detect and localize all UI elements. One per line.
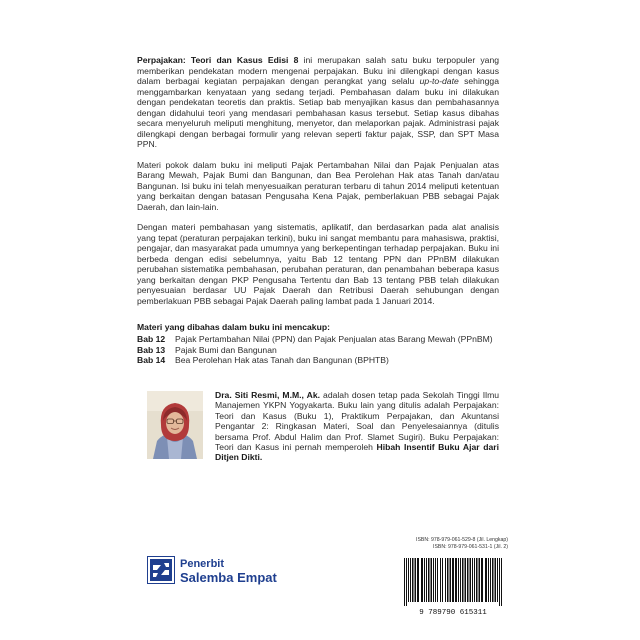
publisher-logo-icon <box>147 556 175 584</box>
author-bio-text: adalah dosen tetap pada Sekolah Tinggi Ilmu Manajemen YKPN Yogyakarta. Buku lain yang ditulis adalah Perpajakan: Teori dan Kasus (Buku 1), Praktikum Perpajakan, dan Akuntansi Pengantar 2: Ringkasan Materi, Soal dan Penyelesaiannya (ditulis bersama Prof. Abdul Halim dan Prof. Slamet Sugiri). Buku Perpajakan: Teori dan Kasus ini pernah memperoleh <box>215 390 500 453</box>
list-item <box>137 334 517 345</box>
content-paragraph: Materi pokok dalam buku ini meliputi Pajak Pertambahan Nilai dan Pajak Penjualan atas Barang Mewah, Pajak Bumi dan Bangunan, dan Bea Perolehan Hak atas Tanah dan/atau Bangunan. Isi buku ini telah menyesuaikan peraturan terbaru di tahun 2014 meliputi ketentuan yang berkaitan dengan batasan Pengusaha Kena Pajak, pemberlakuan PBB sebagai Pajak Daerah, dan lain-lain. <box>137 159 499 212</box>
barcode-bar <box>415 558 417 602</box>
barcode-bar <box>501 558 502 606</box>
barcode-bar <box>412 558 414 602</box>
barcode-bar <box>460 558 461 602</box>
author-award: Hibah Insentif Buku Ajar dari Ditjen Dikti. <box>215 442 500 463</box>
barcode <box>400 556 506 616</box>
bab-code: Bab 14 <box>137 355 166 366</box>
author-portrait-image <box>147 391 203 459</box>
list-item <box>137 345 517 356</box>
description <box>137 55 499 316</box>
isbn-line-1: ISBN: 978-979-061-529-8 (Jil. Lengkap) <box>416 537 508 543</box>
publisher-name: Salemba Empat <box>180 570 277 585</box>
barcode-bar <box>450 558 452 602</box>
author-bio <box>215 390 499 463</box>
barcode-bar <box>462 558 464 602</box>
barcode-bar <box>404 558 405 606</box>
barcode-bar <box>499 558 500 606</box>
barcode-bar <box>474 558 475 602</box>
bab-title: Pajak Pertambahan Nilai (PPN) dan Pajak Penjualan atas Barang Mewah (PPnBM) <box>175 334 493 344</box>
barcode-bar <box>458 558 459 602</box>
barcode-bar <box>497 558 498 602</box>
intro-italic: up-to-date <box>419 76 459 86</box>
intro-text-1: ini merupakan salah satu buku terpopuler yang memberikan pendekatan modern mengenai perpajakan. Buku ini dilengkapi dengan kasus dalam berbagai kegiatan perpajakan dengan perangkat yang selalu <box>137 55 500 86</box>
barcode-bar <box>408 558 409 602</box>
book-title: Perpajakan: Teori dan Kasus Edisi 8 <box>137 55 299 65</box>
isbn-line-2: ISBN: 978-979-061-531-1 (Jil. 2) <box>433 544 508 550</box>
barcode-bar <box>467 558 469 602</box>
barcode-bar <box>472 558 473 602</box>
barcode-bar <box>479 558 481 602</box>
barcode-bar <box>406 558 407 606</box>
list-item <box>137 355 517 366</box>
barcode-bar <box>424 558 425 602</box>
method-paragraph: Dengan materi pembahasan yang sistematis, aplikatif, dan berdasarkan pada alat analisis yang tepat (peraturan perpajakan terkini), buku ini sangat membantu para mahasiswa, praktisi, pengajar, dan masyarakat pada umumnya yang berkepentingan terhadap perpajakan. Buku ini berbeda dengan edisi sebelumnya, yaitu Bab 12 tentang PPN dan PPnBM dilakukan perubahan sistematika pembahasan, perubahan peraturan, dan penambahan beberapa kasus yang berkaitan dengan PKP Pengusaha Tertentu dan Bab 13 tentang PBB telah dilakukan penyesuaian berdasar UU Pajak Daerah dan Retribusi Daerah sehubungan dengan pemberlakuan PBB sebagai Pajak Daerah paling lambat pada 1 Januari 2014. <box>137 222 499 306</box>
barcode-bar <box>476 558 478 602</box>
barcode-bars <box>404 558 502 606</box>
barcode-bar <box>421 558 423 602</box>
barcode-bar <box>426 558 427 602</box>
barcode-bar <box>437 558 438 602</box>
intro-text-2: sehingga menggambarkan kenyataan yang sedang terjadi. Pembahasan dalam buku ini dilakukan dengan pendekatan teoretis dan praktis. Setiap bab menyajikan kasus dan pembahasannya dengan didahului teori yang mendasari pembahasan kasus tersebut. Setiap kasus dibahas secara menyeluruh meliputi menghitung, menyetor, dan melaporkan pajak. Administrasi pajak dilengkapi dengan berbagai formulir yang relevan seperti faktur pajak, SSP, dan SPT Masa PPN. <box>137 76 499 149</box>
intro-paragraph <box>137 55 499 150</box>
bab-list <box>137 334 517 366</box>
bab-title: Pajak Bumi dan Bangunan <box>175 344 277 355</box>
barcode-bar <box>485 558 487 602</box>
barcode-bar <box>442 558 443 602</box>
barcode-bar <box>431 558 433 602</box>
barcode-bar <box>435 558 436 602</box>
barcode-bar <box>481 558 483 602</box>
bab-code: Bab 12 <box>137 334 166 344</box>
bab-heading: Materi yang dibahas dalam buku ini mencakup: <box>137 322 330 332</box>
barcode-bar <box>433 558 434 602</box>
author-name: Dra. Siti Resmi, M.M., Ak. <box>215 390 320 400</box>
barcode-bar <box>428 558 430 602</box>
barcode-bar <box>495 558 497 602</box>
barcode-bar <box>440 558 441 602</box>
author-photo <box>147 391 203 459</box>
barcode-number: 9 789790 615311 <box>419 609 487 616</box>
barcode-bar <box>445 558 446 602</box>
barcode-bar <box>452 558 454 602</box>
barcode-bar <box>410 558 411 602</box>
barcode-bar <box>490 558 491 602</box>
barcode-bar <box>447 558 449 602</box>
bab-code: Bab 13 <box>137 344 166 355</box>
barcode-bar <box>470 558 472 602</box>
barcode-bar <box>488 558 489 602</box>
barcode-bar <box>465 558 467 602</box>
barcode-bar <box>417 558 419 602</box>
publisher-label: Penerbit <box>180 558 225 570</box>
bab-title: Bea Perolehan Hak atas Tanah dan Bangunan (BPHTB) <box>175 355 389 366</box>
barcode-bar <box>492 558 494 602</box>
barcode-bar <box>455 558 457 602</box>
isbn-block <box>398 537 508 551</box>
